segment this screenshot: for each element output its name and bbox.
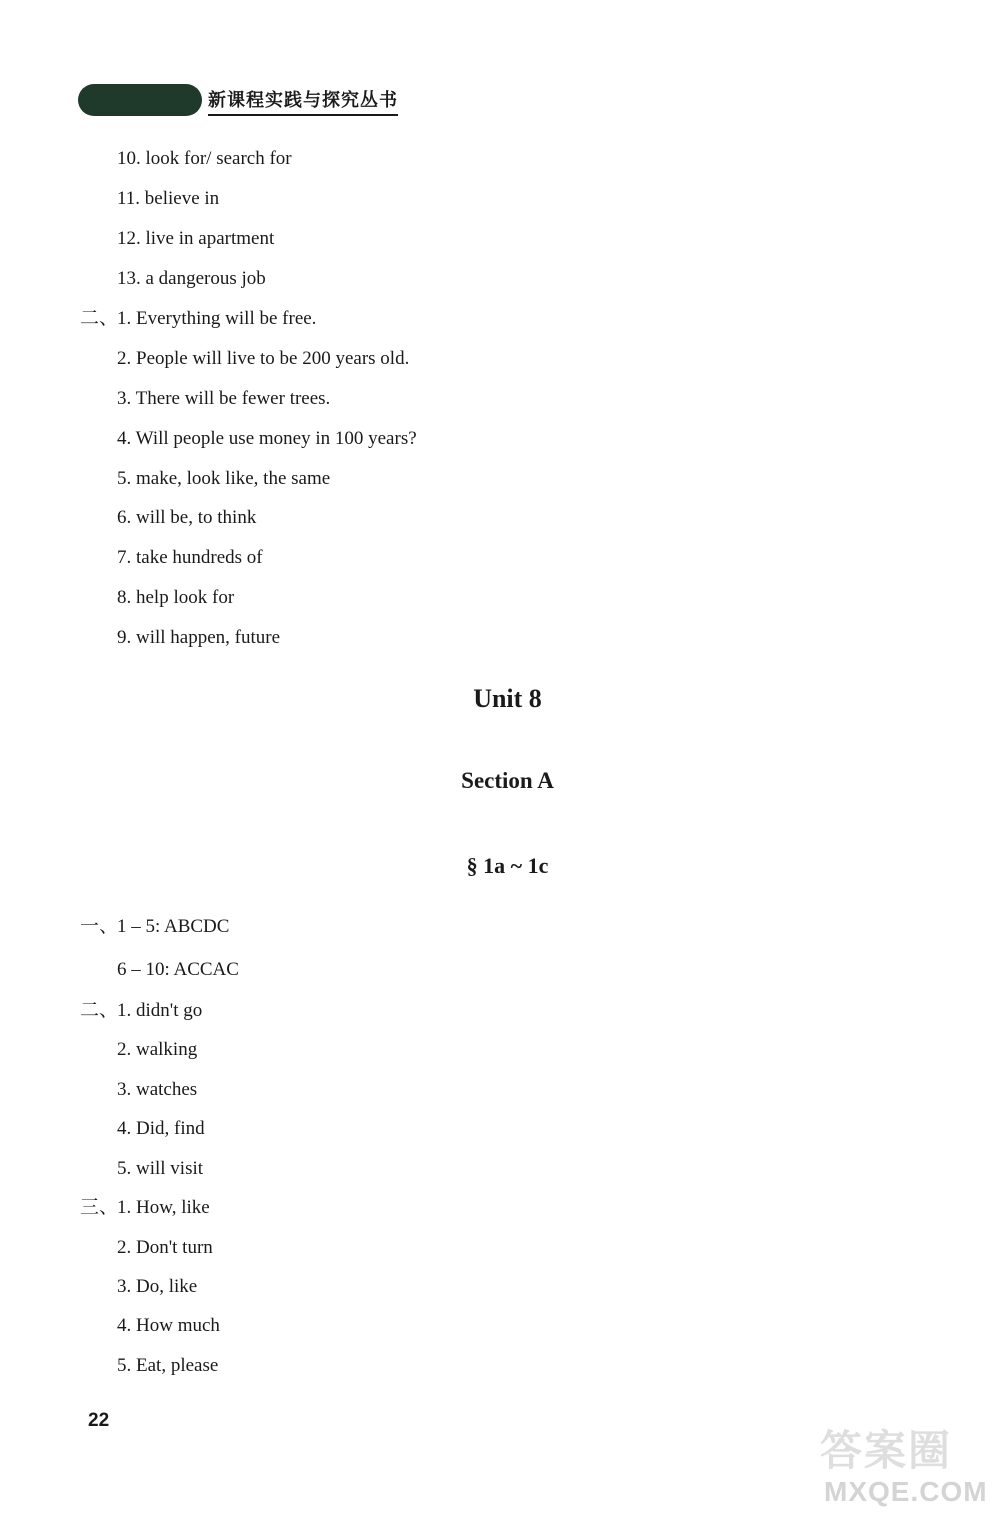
watermark-logo bbox=[820, 1418, 992, 1510]
section-heading: Section A bbox=[461, 768, 554, 793]
subsection-heading: § 1a ~ 1c bbox=[466, 853, 549, 878]
header-decor-pill bbox=[78, 84, 202, 116]
unit-heading: Unit 8 bbox=[473, 684, 542, 713]
watermark-text-bottom: MXQE.COM bbox=[824, 1476, 988, 1507]
series-title: 新课程实践与探究丛书 bbox=[208, 86, 398, 116]
page-number: 22 bbox=[88, 1410, 110, 1431]
watermark-text-top: 答案圈 bbox=[820, 1427, 953, 1474]
page-header bbox=[78, 80, 408, 120]
